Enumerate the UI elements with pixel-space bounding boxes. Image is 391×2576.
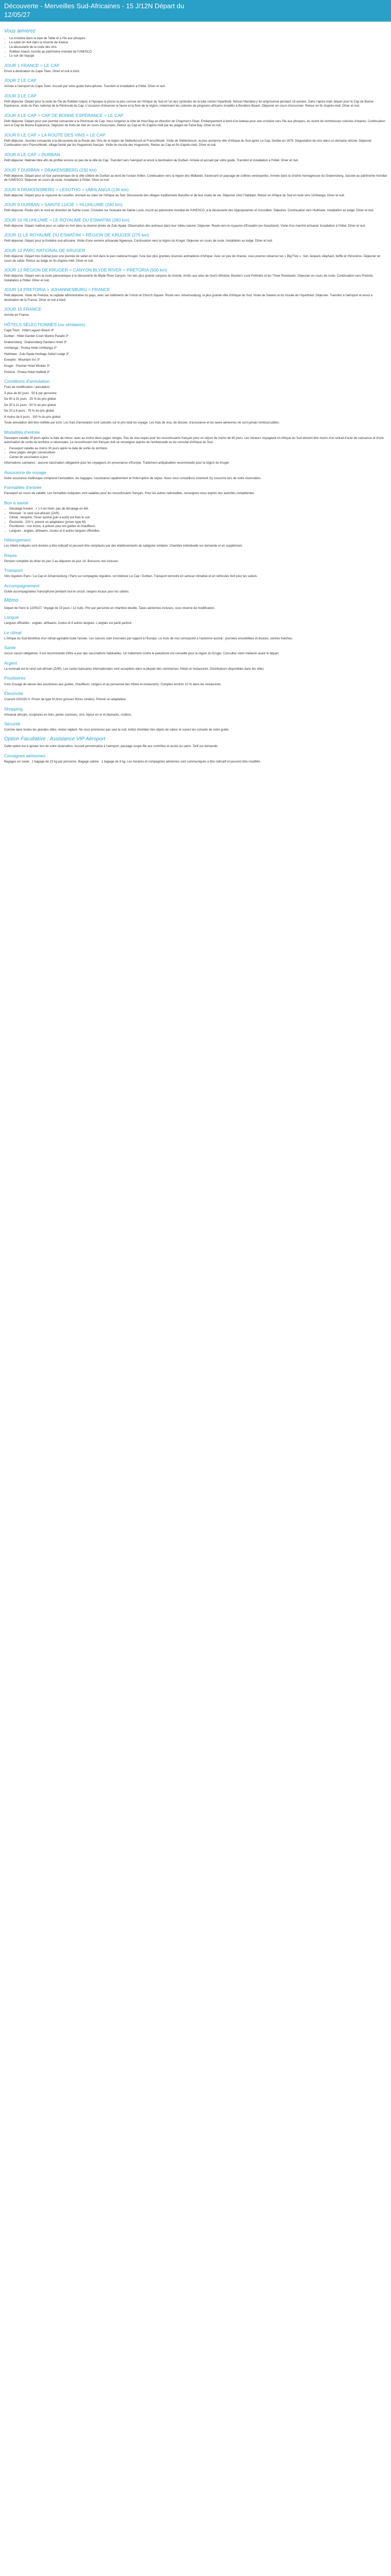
day-block: [4, 306, 387, 318]
modalites-note: Informations sanitaires : aucune vaccination obligatoire pour les voyageurs en provenance d'Europe. Traitement antipaludéen recommandé pour la région du Kruger.: [4, 462, 230, 465]
day-block: [4, 187, 387, 198]
conditions-item: De 20 à 8 jours : 75 % du prix global: [4, 410, 54, 413]
day-block: [4, 267, 387, 283]
repas-text: Pension complète du dîner du jour 2 au déjeuner du jour 14. Boissons non incluses.: [4, 560, 119, 563]
day-text: Petit déjeuner. Départ pour un tour panoramique de la ville côtière de Durban au bord de l'océan Indien. Continuation vers la région des Midlands, traversant un paysage de collines verdoyantes. Arrivée dans la chaîne montagneuse du Drakensberg, classée au patrimoine mondial de l'UNESCO. Déjeuner en cours de route. Installation à l'hôtel. Dîner et nuit.: [4, 174, 387, 182]
hotel-item: Kruger : Premier Hotel Winkler 3*: [4, 364, 50, 368]
section-title-vous-aimerez: Vous aimerez: [4, 28, 36, 34]
page-title-date: 12/05/27: [4, 10, 30, 19]
section-title-guide: Accompagnement: [4, 583, 40, 588]
section-title-hotels: HÔTELS SÉLECTIONNÉS (ou similaires): [4, 321, 86, 327]
list-item: • Le safari en 4x4 dans la réserve de Kwena: [9, 41, 387, 45]
section-title-memo: Mémo: [4, 598, 19, 604]
day-title: JOUR 5 LE CAP > LA ROUTE DES VINS > LE CAP: [4, 132, 106, 138]
day-title: JOUR 8 DRAKENSBERG > LESOTHO > UMHLANGA (130 km): [4, 187, 129, 192]
day-title: JOUR 4 LE CAP > CAP DE BONNE ESPÉRANCE > LE CAP: [4, 112, 124, 118]
day-title: JOUR 2 LE CAP: [4, 78, 37, 83]
list-item: • Langues : anglais, afrikaans, zoulou et 8 autres langues officielles.: [9, 529, 387, 534]
section-title-conditions: Conditions d'annulation: [4, 379, 50, 384]
day-text: Petit déjeuner. Matinée libre afin de profiter encore un peu de la ville du Cap. Transfert vers l'aéroport et envol à destination de Durban. Arrivée et accueil par votre guide. Transfert et installation à l'hôtel. Dîner et nuit.: [4, 159, 299, 163]
hotel-item: Cape Town : Hôtel Lagoon Beach 4*: [4, 329, 54, 332]
section-title-assurance: Assurance de voyage: [4, 469, 46, 475]
list-item: • Deux pages vierges consécutives: [9, 451, 387, 455]
section-title-shopping: Shopping: [4, 706, 23, 711]
conditions-item: De 30 à 21 jours : 50 % du prix global: [4, 403, 56, 407]
shopping-text: Artisanat africain, sculptures en bois, perles zouloues, vins, bijoux en or et diamants, rooibos.: [4, 713, 132, 717]
day-block: [4, 132, 387, 148]
section-title-bon-a-savoir: Bon à savoir: [4, 500, 29, 505]
day-text: Petit déjeuner. Route vers le nord en direction de Sainte Lucie. Croisière sur l'estuaire de Sainte Lucie, inscrit au patrimoine mondial de l'UNESCO, à la découverte des hippopotames et crocodiles. Déjeuner. Continuation vers Hluhluwe. Installation au lodge. Dîner et nuit.: [4, 209, 374, 213]
modalites-text: Passeport valable 30 jours après la date de retour, avec au moins deux pages vierges. Pas de visa requis pour les ressortissants français pour un séjour de moins de 90 jours. Les mineurs voyageant en Afrique du Sud doivent être munis d'un extrait d'acte de naissance et d'une autorisation de sortie du territoire si nécessaire. Le ressortissant non français doit se renseigner auprès de l'ambassade ou du consulat d'Afrique du Sud.: [4, 436, 384, 445]
day-title: JOUR 10 HLUHLUWE > LE ROYAUME DU ESWATINI (260 km): [4, 217, 129, 223]
list-item: • La découverte de la route des vins: [9, 45, 387, 50]
section-title-securite: Sécurité: [4, 721, 21, 727]
list-item: • Climat : tempéré, l'hiver austral (juin à août) est frais le soir.: [9, 516, 387, 520]
modalites-list: [4, 447, 387, 460]
conditions-item: À moins de 8 jours : 100 % du prix global: [4, 415, 61, 419]
list-item: • Robben Island, inscrite au patrimoine mondial de l'UNESCO: [9, 50, 387, 55]
day-block: [4, 93, 387, 109]
day-block: [4, 167, 387, 183]
electricite-text: Courant 220/230 V. Prises de type M (trois grosses fiches rondes). Prévoir un adaptateur.: [4, 698, 127, 702]
guide-text: Guide accompagnateur francophone pendant tout le circuit, rangers locaux pour les safaris.: [4, 590, 129, 594]
day-title: JOUR 3 LE CAP: [4, 93, 37, 98]
assurance-text: Notre assurance multirisque comprend l'annulation, les bagages, l'assistance rapatriement et l'interruption de séjour. Nous vous conseillons vivement d'y souscrire lors de votre réservation.: [4, 477, 262, 480]
day-text: Petit déjeuner. Départ matinal pour un safari en 4x4 dans la réserve privée de Zulu Nyala. Observation des animaux dans leur milieu naturel. Déjeuner. Route vers le royaume d'Eswatini (ex-Swaziland). Visite d'un marché artisanal. Installation à l'hôtel. Dîner et nuit.: [4, 224, 366, 228]
section-title-pourboires: Pourboires: [4, 675, 26, 681]
day-title: JOUR 9 DURBAN > SAINTE LUCIE > HLUHLUWE (240 km): [4, 202, 123, 208]
day-text: Arrivée à l'aéroport du Cape Town. Accueil par votre guide francophone. Transfert et installation à l'hôtel. Dîner et nuit.: [4, 85, 166, 89]
day-block: [4, 112, 387, 128]
section-title-hebergement: Hébergement: [4, 537, 31, 543]
hebergement-text: Les hôtels indiqués sont donnés à titre indicatif et peuvent être remplacés par des établissements de catégorie similaire. Chambre individuelle sur demande et en supplément.: [4, 545, 243, 548]
day-text: Petit déjeuner. Visite de Pretoria, la capitale administrative du pays, avec ses bâtiments de l'Union et Church Square. Route vers Johannesburg, la plus grande ville d'Afrique du Sud. Visite de Soweto et du musée de l'Apartheid. Déjeuner. Transfert à l'aéroport et envol à destination de la France. Dîner et nuit à bord.: [4, 294, 373, 302]
section-title-repas: Repas: [4, 552, 17, 558]
argent-text: La monnaie est le rand sud-africain (ZAR). Les cartes bancaires internationales sont acceptées dans la plupart des commerces, hôtels et restaurants. Distributeurs disponibles dans les villes.: [4, 667, 265, 671]
day-text: Petit déjeuner. Départ vers la route panoramique à la découverte du Blyde River Canyon, l'un des plus grands canyons du monde. Arrêts aux sites de God's Window, Bourke's Luck Potholes et les Three Rondavels. Déjeuner en cours de route. Continuation vers Pretoria. Installation à l'hôtel. Dîner et nuit.: [4, 275, 374, 282]
section-title-formalites: Formalités d'entrée: [4, 485, 42, 490]
formalites-text: Passeport en cours de validité. Les formalités indiquées sont valables pour les ressortissants français. Pour les autres nationalités, renseignez-vous auprès des autorités compétentes.: [4, 492, 255, 496]
conditions-item: À plus de 60 jours : 50 € par personne: [4, 392, 57, 395]
climat-text: L'Afrique du Sud bénéficie d'un climat agréable toute l'année. Les saisons sont inversées par rapport à l'Europe. Le mois de mai correspond à l'automne austral : journées ensoleillées et douces, soirées fraîches.: [4, 637, 293, 640]
day-block: [4, 151, 387, 163]
day-text: Envol à destination du Cape Town. Dîner et nuit à bord.: [4, 70, 80, 73]
day-title: JOUR 1 FRANCE > LE CAP: [4, 62, 60, 68]
day-text: Petit déjeuner. Départ pour le royaume du Lesotho, enclavé au cœur de l'Afrique du Sud. Découverte des villages traditionnels Basotho et de leur mode de vie. Déjeuner chez l'habitant. Retour en Afrique du Sud et route vers Umhlanga. Dîner et nuit.: [4, 194, 345, 197]
hotel-item: Pretoria : Protea Hotel Hatfield 3*: [4, 370, 50, 374]
day-title: JOUR 11 LE ROYAUME DU ESWATINI > RÉGION DE KRUGER (275 km): [4, 232, 149, 238]
page-content: [0, 22, 391, 772]
memo-text: Départ de Paris le 12/05/27. Voyage de 15 jours / 12 nuits. Prix par personne en chambre double. Taxes aériennes incluses, sous réserve de modification.: [4, 606, 216, 610]
section-title-electricite: Électricité: [4, 691, 23, 697]
option-text: Cette option est à ajouter lors de votre réservation. Accueil personnalisé à l'aéroport, passage coupe-file aux contrôles et accès au salon. Tarif sur demande.: [4, 744, 218, 748]
section-title-argent: Argent: [4, 660, 18, 666]
page-title: Découverte - Merveilles Sud-Africaines - 15 J/12N Départ du: [4, 2, 184, 10]
day-text: Petit déjeuner. Journée consacrée à la découverte de la Route des Vins de la région de Stellenbosch et Franschhoek. Visite de Stellenbosch, la plus ancienne ville d'Afrique du Sud après Le Cap, fondée en 1679. Dégustation de vins dans un domaine viticole. Déjeuner. Continuation vers Franschhoek, village fondé par les Huguenots français. Visite du musée des Huguenots. Retour au Cap en fin d'après-midi. Dîner et nuit.: [4, 139, 372, 147]
list-item: • Pourboires : non inclus, à prévoir pour les guides et chauffeurs.: [9, 524, 387, 529]
day-text: Petit déjeuner. Départ très matinal pour une journée de safari en 4x4 dans le parc national Kruger, l'une des plus grandes réserves animalières d'Afrique. Avec un peu de chance, vous pourrez observer les « Big Five » : lion, léopard, éléphant, buffle et rhinocéros. Déjeuner en cours de safari. Retour au lodge en fin d'après-midi. Dîner et nuit.: [4, 255, 381, 263]
day-text: Arrivée en France.: [4, 314, 30, 317]
day-block: [4, 77, 387, 89]
securite-text: Comme dans toutes les grandes villes, restez vigilant. Ne vous promenez pas seul la nuit, évitez d'exhiber des objets de valeur et suivez les conseils de votre guide.: [4, 728, 230, 732]
day-block: [4, 62, 387, 74]
section-title-transport: Transport: [4, 568, 23, 573]
consignes-text: Bagages en soute : 1 bagage de 23 kg par personne. Bagage cabine : 1 bagage de 8 kg. Les horaires et compagnies aériennes sont communiqués à titre indicatif et peuvent être modifiés.: [4, 760, 261, 764]
hotel-item: Durban : Hôtel Garden Court Marine Parade 3*: [4, 335, 69, 338]
day-title: JOUR 15 FRANCE: [4, 307, 42, 312]
section-title-option: Option Facultative : Assistance VIP Aéroport: [4, 736, 106, 742]
list-item: • Carnet de vaccination à jour: [9, 455, 387, 460]
section-title-consignes: Consignes aériennes: [4, 753, 45, 758]
day-title: JOUR 13 RÉGION DE KRUGER > CANYON BLYDE RIVER > PRETORIA (500 km): [4, 267, 168, 273]
list-item: • Le soir de l'équipe: [9, 54, 387, 59]
list-item: • Monnaie : le rand sud-africain (ZAR).: [9, 512, 387, 516]
section-title-langue: Langue: [4, 615, 19, 620]
conditions-text: Toute annulation doit être notifiée par écrit. Les frais d'annulation sont calculés sur le prix total du voyage. Les frais de visa, de dossier, d'assurance et les taxes aériennes ne sont jamais remboursables.: [4, 421, 280, 425]
list-item: • Passeport valable au moins 30 jours après la date de sortie du territoire: [9, 447, 387, 451]
day-title: JOUR 14 PRETORIA > JOHANNESBURG > FRANCE: [4, 287, 110, 293]
hotel-item: Drakensberg : Drakensberg Gardens Hotel 3*: [4, 341, 67, 344]
day-title: JOUR 6 LE CAP > DURBAN: [4, 151, 60, 157]
section-title-modalites: Modalités d'entrée: [4, 429, 40, 435]
sante-text: Aucun vaccin obligatoire. Il est recommandé d'être à jour des vaccinations habituelles. Un traitement contre le paludisme est conseillé pour la région du Kruger. Consultez votre médecin avant le départ.: [4, 652, 280, 656]
list-item: • Décalage horaire : + 1 h en hiver, pas de décalage en été.: [9, 507, 387, 512]
day-text: Petit déjeuner. Départ pour la frontière sud-africaine. Visite d'une verrerie artisanale Ngwenya. Continuation vers la région du Kruger. Déjeuner en cours de route. Installation au lodge. Dîner et nuit.: [4, 240, 273, 243]
day-block: [4, 247, 387, 263]
langue-text: Langues officielles : anglais, afrikaans, zoulou et 8 autres langues. L'anglais est parlé partout.: [4, 622, 133, 625]
day-title: JOUR 12 PARC NATIONAL DE KRUGER: [4, 247, 86, 253]
day-text: Petit déjeuner. Départ pour la visite de l'île de Robben Island, à l'époque la prison la plus connue de l'Afrique du Sud et l'un des symboles de la lutte contre l'Apartheid. Nelson Mandela y fut emprisonné pendant 18 années. Dans l'après-midi, départ pour le Cap de Bonne Espérance, visite du Parc national de la Péninsule du Cap. L'occasion d'observer la faune et la flore de la région, notamment les colonies de pingouins africains installés à Boulders Beach. Déjeuner en cours d'excursion. Retour en fin d'après-midi. Dîner et nuit.: [4, 100, 373, 108]
conditions-item: Frais de modification / annulation :: [4, 386, 52, 389]
day-block: [4, 232, 387, 244]
day-block: [4, 201, 387, 213]
section-title-climat: Le climat: [4, 630, 22, 635]
section-title-sante: Santé: [4, 645, 16, 651]
hotel-item: Hluhluwe : Zulu Nyala Heritage Safari Lodge 3*: [4, 352, 69, 356]
day-block: [4, 286, 387, 302]
hotel-item: Eswatini : Mountain Inn 3*: [4, 359, 40, 362]
list-item: • Électricité : 220 V, prévoir un adaptateur (prises type M).: [9, 520, 387, 525]
bon-a-savoir-list: [4, 507, 387, 533]
transport-text: Vols réguliers Paris / Le Cap et Johannesburg / Paris sur compagnie régulière, vol intérieur Le Cap / Durban. Transport terrestre en autocar climatisé et en véhicules 4x4 pour les safaris.: [4, 575, 258, 579]
page-header: [0, 0, 391, 22]
hotel-item: Umhlanga : Protea Hotel Umhlanga 3*: [4, 347, 57, 350]
day-title: JOUR 7 DURBAN > DRAKENSBERG (230 km): [4, 167, 97, 173]
vous-aimerez-list: [4, 37, 387, 59]
day-block: [4, 217, 387, 229]
day-text: Petit déjeuner. Départ pour une journée consacrée à la Péninsule du Cap. Vous longerez la côte de Hout Bay en direction de Chapman's Peak. Embarquement à bord d'un bateau pour une croisière vers l'île aux phoques, où vivent de nombreuses colonies d'otaries. Continuation vers le Cap de Bonne Espérance. Déjeuner de fruits de mer en cours d'excursion. Retour au Cap en fin d'après-midi par les plages de False Bay. Dîner et nuit.: [4, 120, 385, 128]
pourboires-text: Il est d'usage de laisser des pourboires aux guides, chauffeurs, rangers et au personnel des hôtels et restaurants. Comptez environ 10 % dans les restaurants.: [4, 683, 222, 686]
list-item: • La croisière dans la baie de Table et à l'île aux phoques: [9, 37, 387, 41]
conditions-item: De 60 à 31 jours : 25 % du prix global: [4, 398, 56, 401]
